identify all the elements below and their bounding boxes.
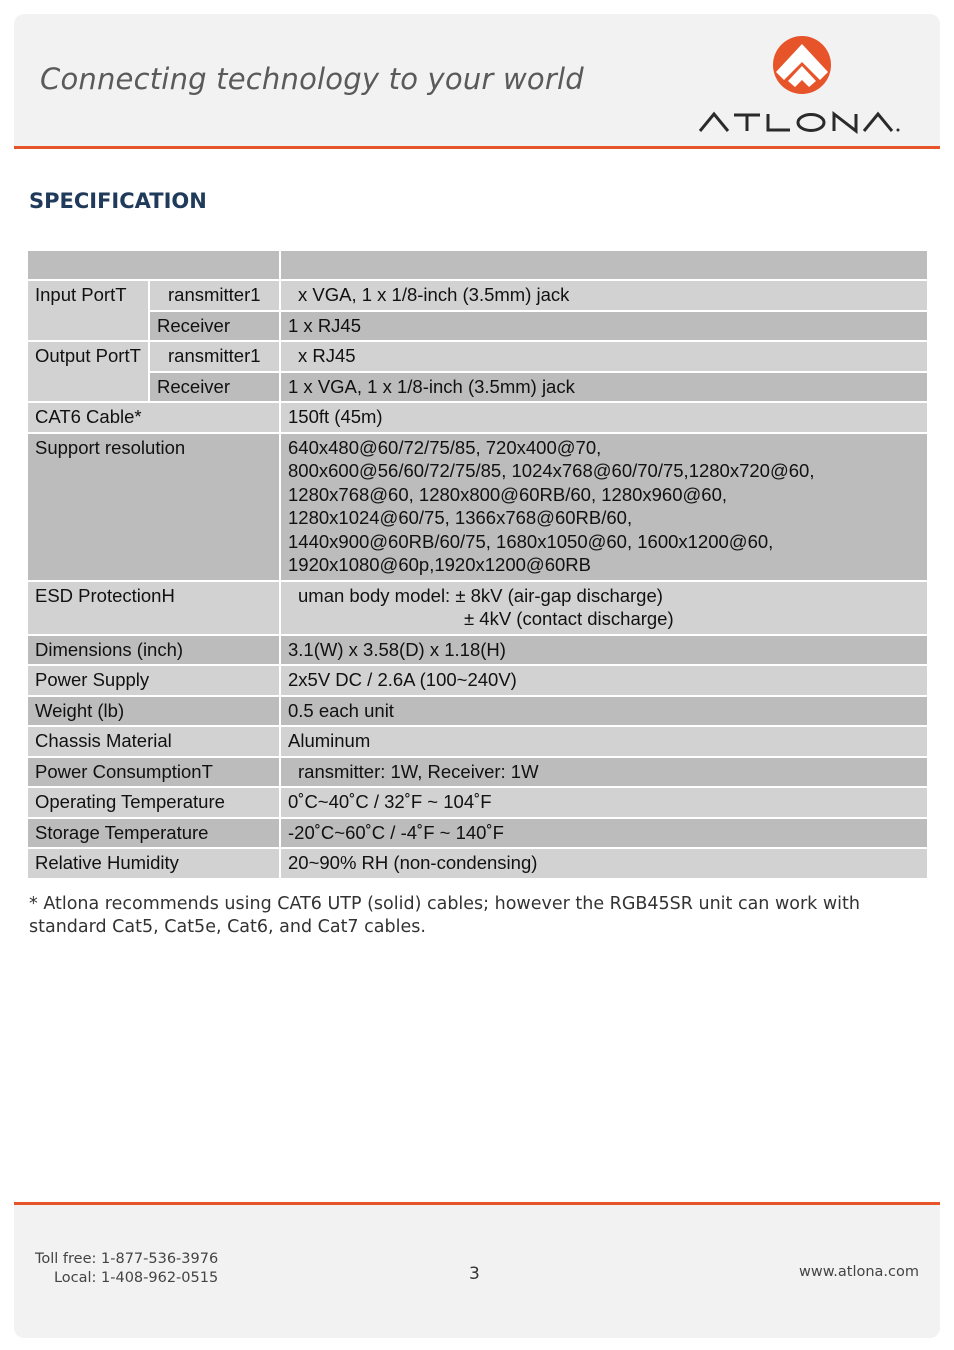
table-row: [28, 758, 927, 789]
spec-label: Weight (lb): [28, 697, 281, 728]
tagline: Connecting technology to your world: [40, 62, 584, 96]
spec-value: 20~90% RH (non-condensing): [281, 849, 927, 878]
spec-label: Storage Temperature: [28, 819, 281, 850]
spec-value: Aluminum: [281, 727, 927, 758]
spec-label: Chassis Material: [28, 727, 281, 758]
page-number: 3: [469, 1264, 480, 1284]
spec-value: -20˚C~60˚C / -4˚F ~ 140˚F: [281, 819, 927, 850]
spec-label: ESD ProtectionH: [28, 582, 281, 636]
local-number: Local: 1-408-962-0515: [53, 1270, 219, 1286]
spec-value: [281, 758, 927, 789]
table-row: [28, 666, 927, 697]
resolution-line: 1920x1080@60p,1920x1200@60RB: [288, 554, 591, 575]
resolution-line: 800x600@56/60/72/75/85, 1024x768@60/70/75,1280x720@60,: [288, 460, 815, 481]
table-row: [28, 373, 927, 404]
table-row: [28, 434, 927, 582]
spec-label: Input PortT: [28, 281, 148, 342]
contact-phones: [35, 1250, 218, 1288]
spec-value: 150ft (45m): [281, 403, 927, 434]
resolution-line: 640x480@60/72/75/85, 720x400@70,: [288, 436, 602, 458]
resolution-line: 1280x1024@60/75, 1366x768@60RB/60,: [288, 507, 633, 528]
table-row: [28, 312, 927, 343]
esd-line: uman body model: ± 8kV (air-gap discharge): [298, 584, 663, 606]
spec-sublabel: Receiver: [148, 312, 281, 343]
spec-value: 0˚C~40˚C / 32˚F ~ 104˚F: [281, 788, 927, 819]
spec-value-text: ransmitter: 1W, Receiver: 1W: [298, 760, 539, 782]
table-header-row: [28, 251, 927, 281]
page-footer: [14, 1202, 940, 1338]
table-row: [28, 788, 927, 819]
spec-value: 2x5V DC / 2.6A (100~240V): [281, 666, 927, 697]
spec-value: 3.1(W) x 3.58(D) x 1.18(H): [281, 636, 927, 667]
spec-label: Relative Humidity: [28, 849, 281, 878]
header-cell-left: [28, 251, 281, 281]
header-cell-right: [281, 251, 927, 281]
spec-value: 1 x VGA, 1 x 1/8-inch (3.5mm) jack: [281, 373, 927, 404]
table-row: [28, 849, 927, 878]
spec-value: [281, 342, 927, 373]
footnote: * Atlona recommends using CAT6 UTP (solid) cables; however the RGB45SR unit can work with standard Cat5, Cat5e, Cat6, and Cat7 cables.: [29, 894, 861, 937]
spec-value-text: x VGA, 1 x 1/8-inch (3.5mm) jack: [298, 284, 570, 305]
spec-label: Power Supply: [28, 666, 281, 697]
spec-label: CAT6 Cable*: [28, 403, 281, 434]
spec-value: [281, 281, 927, 312]
table-row: [28, 697, 927, 728]
toll-free-number: Toll free: 1-877-536-3976: [35, 1251, 219, 1267]
spec-value: 0.5 each unit: [281, 697, 927, 728]
spec-label: Power ConsumptionT: [28, 758, 281, 789]
website-link[interactable]: www.atlona.com: [799, 1264, 919, 1280]
specification-table: [28, 251, 927, 878]
spec-sublabel: Receiver: [148, 373, 281, 404]
atlona-logo: [696, 34, 926, 134]
spec-value: 1 x RJ45: [281, 312, 927, 343]
spec-label: Dimensions (inch): [28, 636, 281, 667]
table-row: [28, 281, 927, 312]
table-row: [28, 582, 927, 636]
resolution-line: 1280x768@60, 1280x800@60RB/60, 1280x960@60,: [288, 483, 728, 505]
page-header: [14, 14, 940, 149]
spec-label: Output PortT: [28, 342, 148, 403]
table-row: [28, 342, 927, 373]
esd-line: ± 4kV (contact discharge): [464, 608, 674, 629]
table-row: [28, 819, 927, 850]
spec-value-esd: [281, 582, 927, 636]
resolution-line: 1440x900@60RB/60/75, 1680x1050@60, 1600x1200@60,: [288, 530, 774, 552]
spec-label: Support resolution: [28, 434, 281, 582]
spec-sublabel: ransmitter1: [148, 342, 281, 373]
table-row: [28, 727, 927, 758]
table-row: [28, 636, 927, 667]
spec-value-resolution: [281, 434, 927, 582]
section-title: SPECIFICATION: [29, 189, 207, 213]
table-row: [28, 403, 927, 434]
spec-label: Operating Temperature: [28, 788, 281, 819]
spec-sublabel: ransmitter1: [148, 281, 281, 312]
spec-value-text: x RJ45: [298, 345, 356, 366]
